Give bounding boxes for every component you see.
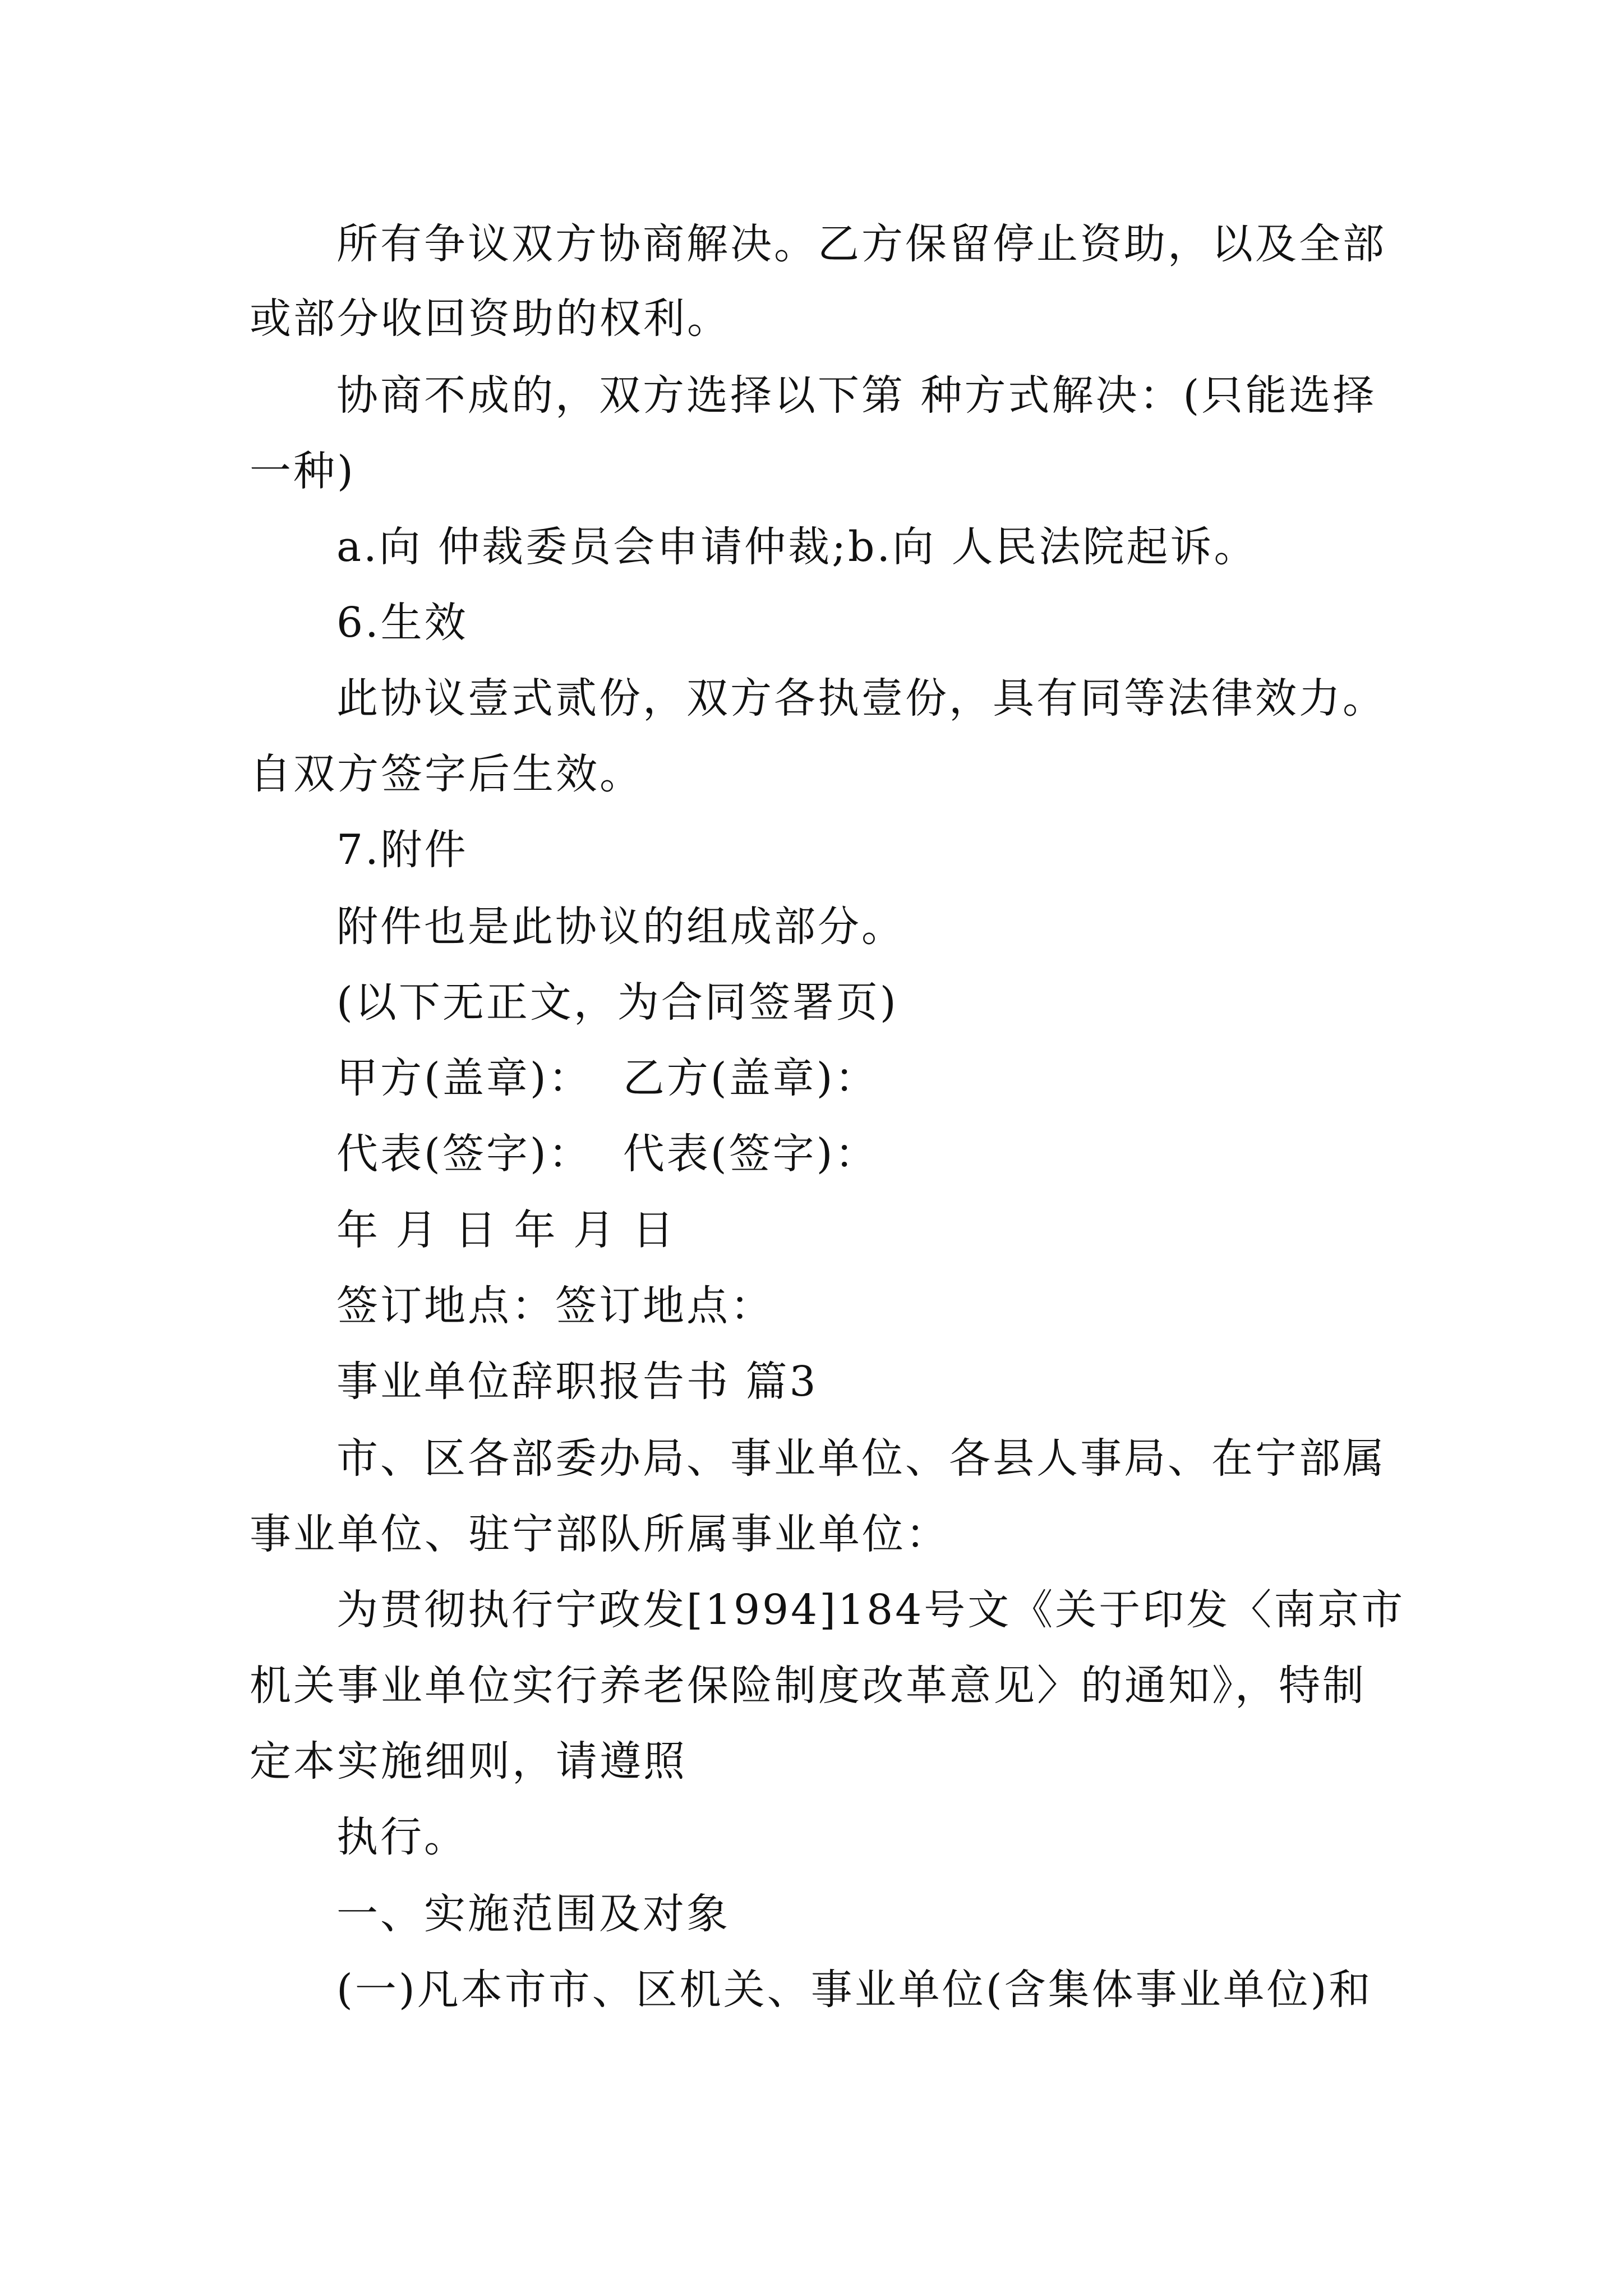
signature-line: 甲方(盖章)： 乙方(盖章)： <box>336 1054 879 1102</box>
paragraph-line: (一)凡本市市、区机关、事业单位(含集体事业单位)和 <box>336 1966 1373 2014</box>
section-heading: 7.附件 <box>336 826 468 874</box>
paragraph-line: 市、区各部委办局、事业单位、各县人事局、在宁部属 <box>336 1434 1386 1483</box>
paragraph-line: 定本实施细则，请遵照 <box>250 1737 687 1786</box>
signature-line: 代表(签字)： 代表(签字)： <box>336 1130 879 1178</box>
paragraph-line: 或部分收回资助的权利。 <box>250 295 731 343</box>
paragraph-line: 机关事业单位实行养老保险制度改革意见〉的通知》，特制 <box>250 1662 1366 1710</box>
section-heading: 6.生效 <box>336 599 468 647</box>
section-heading: 一、实施范围及对象 <box>336 1890 730 1938</box>
location-line: 签订地点：签订地点： <box>336 1282 774 1330</box>
paragraph-line: (以下无正文，为合同签署页) <box>336 978 898 1027</box>
date-line: 年 月 日 年 月 日 <box>336 1206 676 1254</box>
paragraph-line: a.向 仲裁委员会申请仲裁;b.向 人民法院起诉。 <box>336 523 1258 571</box>
paragraph-line: 所有争议双方协商解决。乙方保留停止资助，以及全部 <box>336 220 1386 268</box>
paragraph-line: 此协议壹式贰份，双方各执壹份，具有同等法律效力。 <box>336 674 1386 723</box>
paragraph-line: 协商不成的，双方选择以下第 种方式解决：(只能选择 <box>336 371 1377 420</box>
paragraph-line: 事业单位、驻宁部队所属事业单位： <box>250 1510 949 1558</box>
paragraph-line: 自双方签字后生效。 <box>250 750 643 798</box>
paragraph-line: 附件也是此协议的组成部分。 <box>336 903 905 951</box>
paragraph-line: 一种) <box>250 447 356 495</box>
article-title: 事业单位辞职报告书 篇3 <box>336 1358 818 1406</box>
paragraph-line: 执行。 <box>336 1813 468 1861</box>
paragraph-line: 为贯彻执行宁政发[1994]184号文《关于印发〈南京市 <box>336 1586 1405 1634</box>
